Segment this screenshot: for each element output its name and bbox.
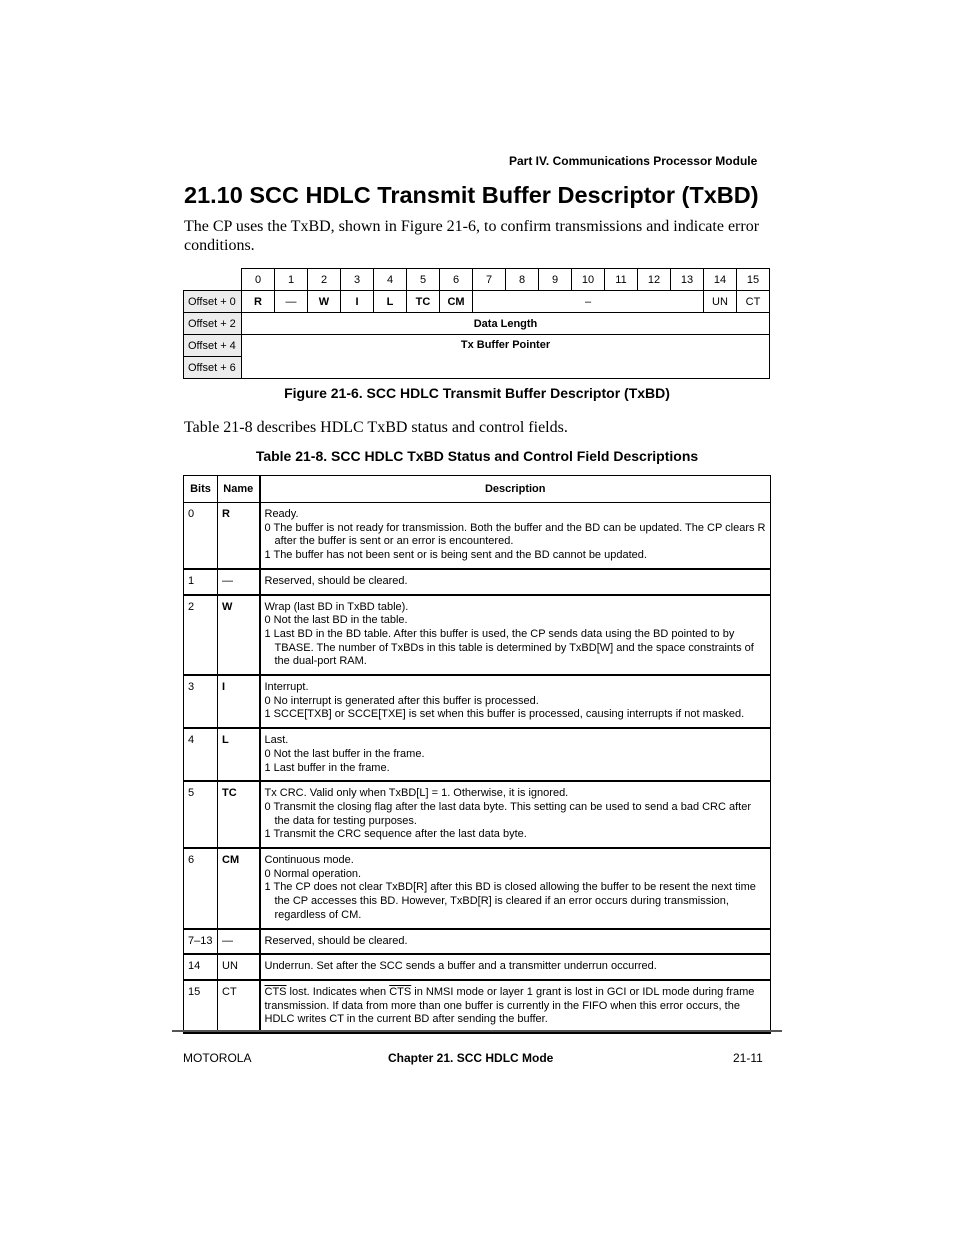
description-line: 0 Not the last buffer in the frame. (264, 747, 425, 760)
description-line: Wrap (last BD in TxBD table). (264, 600, 409, 613)
table-row (184, 781, 771, 848)
offset-label: Offset + 6 (184, 357, 242, 379)
description-line: 0 Normal operation. (264, 867, 362, 880)
field-l: L (374, 291, 407, 313)
cell-name: TC (218, 781, 260, 848)
field-ct: CT (737, 291, 770, 313)
field-description-table (183, 475, 771, 1034)
cell-description (260, 781, 771, 848)
cell-bits: 7–13 (184, 929, 218, 955)
field-w: W (308, 291, 341, 313)
cell-bits: 14 (184, 954, 218, 980)
field-cm: CM (440, 291, 473, 313)
description-text: in NMSI mode or layer 1 grant is lost in GCI or IDL mode during frame transmission. If data from more than one buffer is currently in the FIFO when this error occurs, the HDLC writes CT in the current BD after sending the buffer. (264, 985, 755, 1026)
offset-2-row (184, 313, 770, 335)
description-line: Underrun. Set after the SCC sends a buffer and a transmitter underrun occurred. (264, 960, 657, 973)
description-line: 0 No interrupt is generated after this buffer is processed. (264, 694, 539, 707)
table-row (184, 675, 771, 728)
cell-bits: 15 (184, 980, 218, 1033)
cell-description (260, 569, 771, 595)
description-line: Reserved, should be cleared. (264, 934, 408, 947)
intro-paragraph: The CP uses the TxBD, shown in Figure 21-6, to confirm transmissions and indicate error conditions. (184, 218, 760, 254)
description-line: Interrupt. (264, 681, 309, 694)
description-line: 0 Transmit the closing flag after the last data byte. This setting can be used to send a bad CRC after the data for testing purposes. (264, 800, 752, 827)
description-line: 1 Last BD in the BD table. After this buffer is used, the CP sends data using the BD pointed to by TBASE. The number of TxBDs in this table is determined by TxBD[W] and the space constraints of the dual-port RAM. (264, 627, 754, 668)
bit-number: 0 (242, 269, 275, 291)
bit-number: 1 (275, 269, 308, 291)
bit-number: 6 (440, 269, 473, 291)
bit-number: 8 (506, 269, 539, 291)
table-row (184, 503, 771, 569)
cell-description (260, 929, 771, 955)
cell-name: R (218, 503, 260, 569)
cell-name: CM (218, 848, 260, 929)
footer-chapter: Chapter 21. SCC HDLC Mode (388, 1051, 554, 1065)
bit-number: 10 (572, 269, 605, 291)
cell-name: W (218, 595, 260, 676)
table-row (184, 728, 771, 781)
description-line: Last. (264, 734, 289, 747)
header-name: Name (218, 476, 260, 503)
cell-bits: 5 (184, 781, 218, 848)
bit-number: 11 (605, 269, 638, 291)
description-line: 1 Last buffer in the frame. (264, 761, 390, 774)
bit-number: 13 (671, 269, 704, 291)
field-reserved: – (473, 291, 704, 313)
cell-description (260, 980, 771, 1033)
cell-bits: 4 (184, 728, 218, 781)
bit-number-row (184, 269, 770, 291)
bit-number: 5 (407, 269, 440, 291)
description-line: 1 The buffer has not been sent or is being sent and the BD cannot be updated. (264, 549, 647, 562)
field-bit1: — (275, 291, 308, 313)
offset-0-row (184, 291, 770, 313)
header-bits: Bits (184, 476, 218, 503)
table-row (184, 954, 771, 980)
cell-bits: 3 (184, 675, 218, 728)
cell-name: CT (218, 980, 260, 1033)
cell-description (260, 675, 771, 728)
cell-bits: 2 (184, 595, 218, 676)
bit-number: 2 (308, 269, 341, 291)
footer-rule (172, 1030, 782, 1032)
field-r: R (242, 291, 275, 313)
bit-number: 9 (539, 269, 572, 291)
bit-number: 12 (638, 269, 671, 291)
field-data-length: Data Length (242, 313, 770, 335)
table-row (184, 595, 771, 676)
field-i: I (341, 291, 374, 313)
description-line: Reserved, should be cleared. (264, 574, 408, 587)
table-row (184, 569, 771, 595)
txbd-register-figure (183, 268, 770, 379)
cell-bits: 0 (184, 503, 218, 569)
table-intro-paragraph: Table 21-8 describes HDLC TxBD status and control fields. (184, 419, 568, 436)
description-line: Tx CRC. Valid only when TxBD[L] = 1. Otherwise, it is ignored. (264, 787, 569, 800)
bit-number: 3 (341, 269, 374, 291)
description-text: lost. Indicates when (286, 985, 390, 998)
offset-label: Offset + 2 (184, 313, 242, 335)
description-line: 1 Transmit the CRC sequence after the last data byte. (264, 828, 527, 841)
cts-signal: $\overline{CTS}$ (389, 985, 412, 998)
description-line: 1 The CP does not clear TxBD[R] after this BD is closed allowing the buffer to be resent the next time the CP accesses this BD. However, TxBD[R] is cleared if an error occurs during transmission, regardless of CM. (264, 881, 756, 921)
table-row (184, 848, 771, 929)
table-header-row (184, 476, 771, 503)
cell-name: — (218, 569, 260, 595)
description-line: Ready. (264, 508, 299, 520)
table-row (184, 929, 771, 955)
cell-description (260, 728, 771, 781)
cell-description (260, 954, 771, 980)
field-un: UN (704, 291, 737, 313)
bit-number: 15 (737, 269, 770, 291)
cell-name: I (218, 675, 260, 728)
cell-bits: 6 (184, 848, 218, 929)
bit-number: 4 (374, 269, 407, 291)
description-line: Continuous mode. (264, 854, 354, 867)
corner-cell (184, 269, 242, 291)
cell-name: L (218, 728, 260, 781)
cell-description (260, 503, 771, 569)
bit-number: 7 (473, 269, 506, 291)
header-description: Description (260, 476, 771, 503)
footer-page-number: 21-11 (733, 1051, 763, 1065)
cell-description (260, 595, 771, 676)
offset-label: Offset + 0 (184, 291, 242, 313)
table-caption: Table 21-8. SCC HDLC TxBD Status and Control Field Descriptions (255, 448, 699, 464)
table-row (184, 980, 771, 1033)
footer-company: MOTOROLA (183, 1051, 252, 1065)
cell-bits: 1 (184, 569, 218, 595)
description-line: 1 SCCE[TXB] or SCCE[TXE] is set when this buffer is processed, causing interrupts if not masked. (264, 708, 745, 721)
description-line: 0 Not the last BD in the table. (264, 614, 408, 627)
cell-name: UN (218, 954, 260, 980)
cts-signal: $\overline{CTS}$ (264, 985, 287, 998)
offset-label: Offset + 4 (184, 335, 242, 357)
offset-4-row (184, 335, 770, 357)
field-tc: TC (407, 291, 440, 313)
section-title: 21.10 SCC HDLC Transmit Buffer Descriptor (TxBD) (184, 182, 759, 208)
field-tx-buffer-pointer: Tx Buffer Pointer (242, 335, 770, 379)
part-header: Part IV. Communications Processor Module (509, 154, 758, 168)
figure-caption: Figure 21-6. SCC HDLC Transmit Buffer Descriptor (TxBD) (284, 385, 670, 401)
bit-number: 14 (704, 269, 737, 291)
cell-description (260, 848, 771, 929)
description-line: 0 The buffer is not ready for transmission. Both the buffer and the BD can be updated. The CP clears R after the buffer is sent or an error is encountered. (264, 521, 766, 548)
cell-name: — (218, 929, 260, 955)
